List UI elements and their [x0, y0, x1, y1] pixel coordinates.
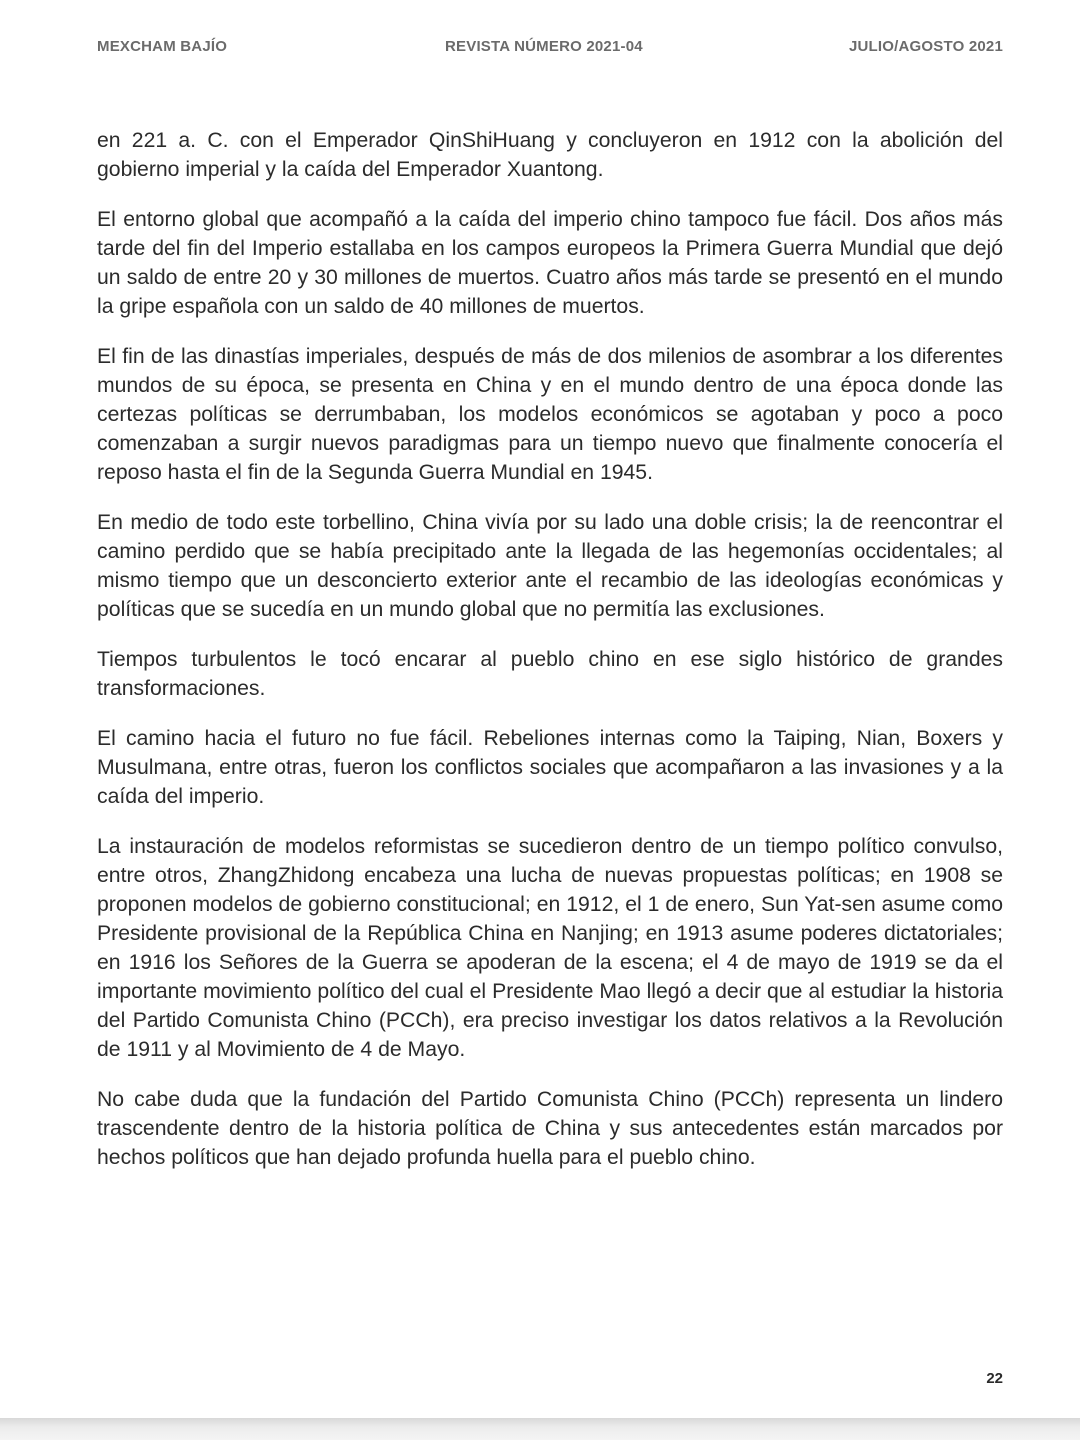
paragraph: El fin de las dinastías imperiales, después de más de dos milenios de asombrar a los diferentes mundos de su época, se presenta en China y en el mundo dentro de una época donde las certezas políticas se derrumbaban, los modelos económicos se agotaban y poco a poco comenzaban a surgir nuevos paradigmas para un tiempo nuevo que finalmente conocería el reposo hasta el fin de la Segunda Guerra Mundial en 1945.	[97, 345, 1003, 484]
header-publisher: MEXCHAM BAJÍO	[97, 38, 228, 55]
header-date: JULIO/AGOSTO 2021	[848, 38, 1003, 55]
paragraph: En medio de todo este torbellino, China vivía por su lado una doble crisis; la de reencontrar el camino perdido que se había precipitado ante la llegada de las hegemonías occidentales; al mismo tiempo que un desconcierto exterior ante el recambio de las ideologías económicas y políticas que se sucedía en un mundo global que no permitía las exclusiones.	[97, 511, 1003, 621]
page-number: 22	[986, 1370, 1003, 1387]
paragraph: en 221 a. C. con el Emperador QinShiHuang y concluyeron en 1912 con la abolición del gobierno imperial y la caída del Emperador Xuantong.	[97, 129, 1003, 181]
paragraph: La instauración de modelos reformistas se sucedieron dentro de un tiempo político convulso, entre otros, ZhangZhidong encabeza una lucha de nuevas propuestas políticas; en 1908 se proponen modelos de gobierno constitucional; en 1912, el 1 de enero, Sun Yat-sen asume como Presidente provisional de la República China en Nanjing; en 1913 asume poderes dictatoriales; en 1916 los Señores de la Guerra se apoderan de la escena; el 4 de mayo de 1919 se da el importante movimiento político del cual el Presidente Mao llegó a decir que al estudiar la historia del Partido Comunista Chino (PCCh), era preciso investigar los datos relativos a la Revolución de 1911 y al Movimiento de 4 de Mayo.	[97, 835, 1003, 1061]
running-header	[97, 38, 1003, 58]
paragraph: El entorno global que acompañó a la caída del imperio chino tampoco fue fácil. Dos años más tarde del fin del Imperio estallaba en los campos europeos la Primera Guerra Mundial que dejó un saldo de entre 20 y 30 millones de muertos. Cuatro años más tarde se presentó en el mundo la gripe española con un saldo de 40 millones de muertos.	[97, 208, 1003, 318]
page-edge-shadow	[0, 1418, 1080, 1440]
paragraph: Tiempos turbulentos le tocó encarar al pueblo chino en ese siglo histórico de grandes transformaciones.	[97, 648, 1003, 700]
paragraph: El camino hacia el futuro no fue fácil. Rebeliones internas como la Taiping, Nian, Boxers y Musulmana, entre otras, fueron los conflictos sociales que acompañaron a las invasiones y a la caída del imperio.	[97, 727, 1003, 808]
paragraph: No cabe duda que la fundación del Partido Comunista Chino (PCCh) representa un lindero trascendente dentro de la historia política de China y sus antecedentes están marcados por hechos políticos que han dejado profunda huella para el pueblo chino.	[97, 1088, 1003, 1169]
article-body	[97, 126, 1003, 1193]
header-issue: REVISTA NÚMERO 2021-04	[445, 38, 643, 55]
